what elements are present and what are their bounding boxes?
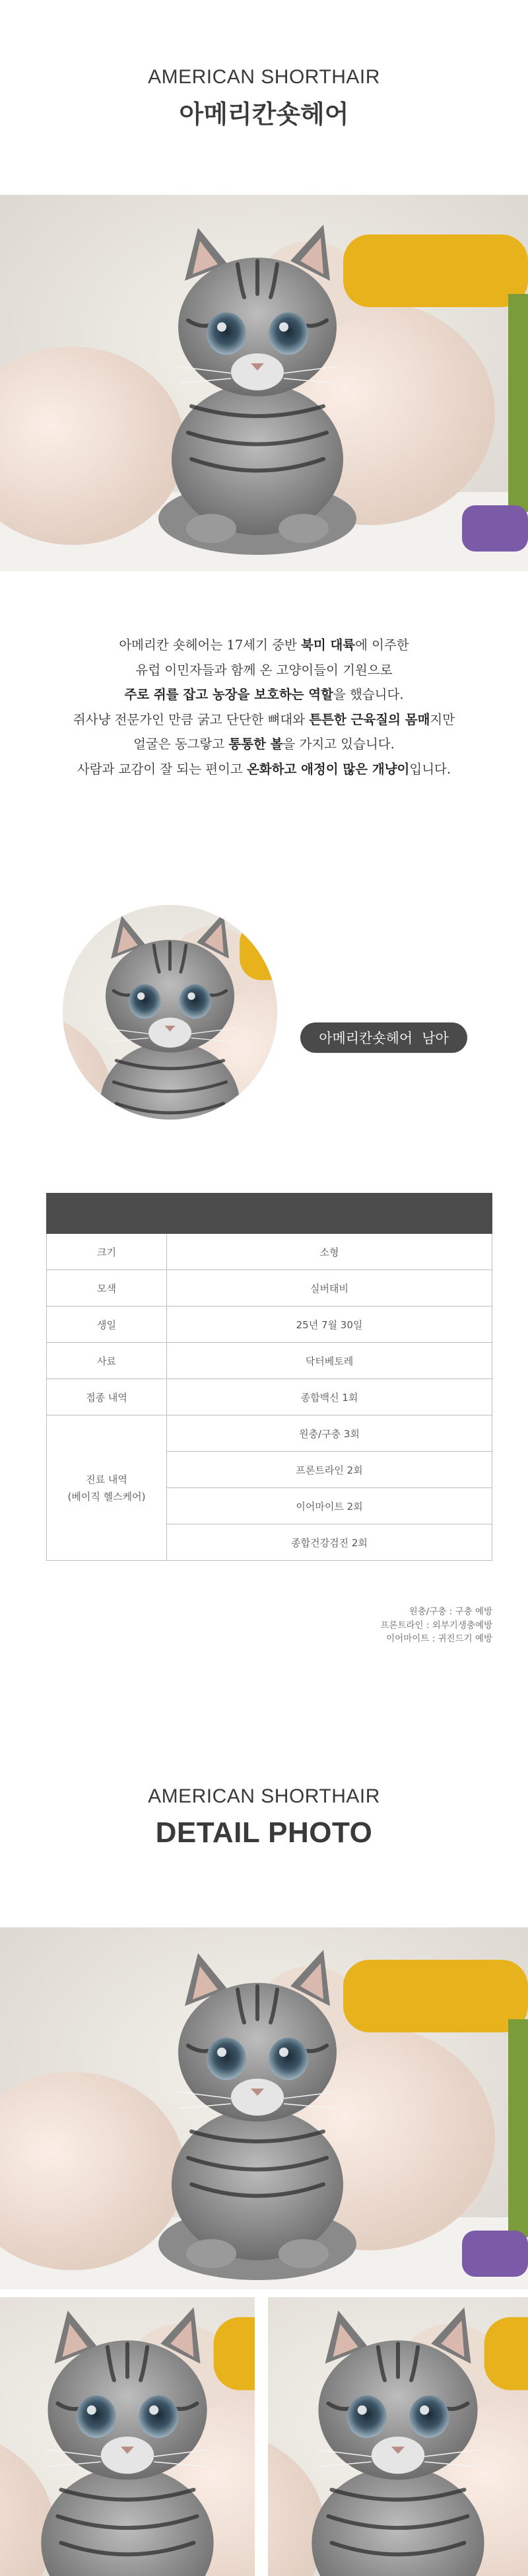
- care-value: 이어마이트 2회: [167, 1488, 492, 1524]
- row-label: 생일: [47, 1306, 167, 1343]
- table-row: [47, 1415, 492, 1452]
- intro-emphasis: 주로 쥐를 잡고 농장을 보호하는 역할: [124, 687, 333, 702]
- header-title-kr: 아메리칸숏헤어: [179, 100, 349, 129]
- info-table: [46, 1193, 492, 1561]
- row-value: 25년 7월 30일: [167, 1306, 492, 1343]
- care-value: 종합건강검진 2회: [167, 1524, 492, 1561]
- intro-run: 아메리칸 숏헤어는 17세기 중반: [119, 637, 301, 653]
- intro-run: 지만: [430, 711, 455, 727]
- header-title-en: AMERICAN SHORTHAIR: [148, 66, 380, 88]
- footnote: 이어마이트 : 귀진드기 예방: [386, 1633, 492, 1644]
- intro-run: 을 했습니다.: [333, 687, 404, 702]
- row-label: 모색: [47, 1270, 167, 1306]
- intro-emphasis: 통통한 볼: [228, 736, 283, 752]
- profile-badge: [300, 1022, 467, 1053]
- row-label: 사료: [47, 1343, 167, 1379]
- row-value: 소형: [167, 1234, 492, 1270]
- intro-run: 쥐사냥 전문가인 만큼 굵고 단단한 뼈대와: [73, 711, 310, 727]
- row-value: 종합백신 1회: [167, 1379, 492, 1415]
- table-header: [47, 1194, 492, 1234]
- profile-kitten-photo: [63, 905, 277, 1120]
- detail-title-en: AMERICAN SHORTHAIR: [148, 1785, 380, 1807]
- intro-emphasis: 튼튼한 근육질의 몸매: [309, 711, 430, 727]
- intro-line: [40, 757, 488, 782]
- care-value: 프론트라인 2회: [167, 1452, 492, 1488]
- kitten-illustration: [63, 905, 277, 1120]
- intro-line: [40, 732, 488, 757]
- row-value: 실버태비: [167, 1270, 492, 1306]
- footnote: 원충/구충 : 구충 예방: [409, 1606, 492, 1617]
- kitten-illustration: [0, 2297, 255, 2576]
- detail-photo-large: [0, 1927, 528, 2289]
- kitten-illustration: [0, 195, 528, 571]
- care-label: [47, 1415, 167, 1561]
- table-footnotes: [380, 1605, 492, 1646]
- intro-line: [40, 633, 488, 658]
- intro-run: 유럽 이민자들과 함께 온 고양이들이 기원으로: [135, 662, 393, 678]
- kitten-illustration: [268, 2297, 528, 2576]
- intro-run: 을 가지고 있습니다.: [282, 736, 395, 752]
- intro-line: [40, 682, 488, 707]
- intro-run: 사람과 교감이 잘 되는 편이고: [77, 761, 247, 777]
- intro-emphasis: 북미 대륙: [300, 637, 356, 653]
- intro-run: 에 이주한: [355, 637, 409, 653]
- intro-text: [40, 633, 488, 781]
- kitten-illustration: [0, 1927, 528, 2289]
- row-value: 닥터베토레: [167, 1343, 492, 1379]
- intro-line: [40, 658, 488, 683]
- intro-line: [40, 707, 488, 733]
- table-row: [47, 1270, 492, 1306]
- table-row: [47, 1234, 492, 1270]
- table-row: [47, 1343, 492, 1379]
- intro-run: 입니다.: [409, 761, 451, 777]
- care-label-line1: 진료 내역: [86, 1473, 127, 1485]
- table-row: [47, 1379, 492, 1415]
- care-value: 원충/구충 3회: [167, 1415, 492, 1452]
- row-label: 크기: [47, 1234, 167, 1270]
- intro-emphasis: 온화하고 애정이 많은 개냥이: [246, 761, 410, 777]
- breed-label: 아메리칸숏헤어: [319, 1030, 413, 1046]
- gender-label: 남아: [422, 1030, 449, 1046]
- intro-run: 얼굴은 동그랗고: [133, 736, 229, 752]
- detail-photo-left: [0, 2297, 255, 2576]
- hero-kitten-photo: [0, 195, 528, 571]
- footnote: 프론트라인 : 외부기생충예방: [380, 1620, 492, 1631]
- detail-photo-right: [268, 2297, 528, 2576]
- care-label-line2: (베이직 헬스케어): [67, 1490, 146, 1503]
- row-label: 접종 내역: [47, 1379, 167, 1415]
- table-row: [47, 1306, 492, 1343]
- detail-title: DETAIL PHOTO: [155, 1816, 373, 1849]
